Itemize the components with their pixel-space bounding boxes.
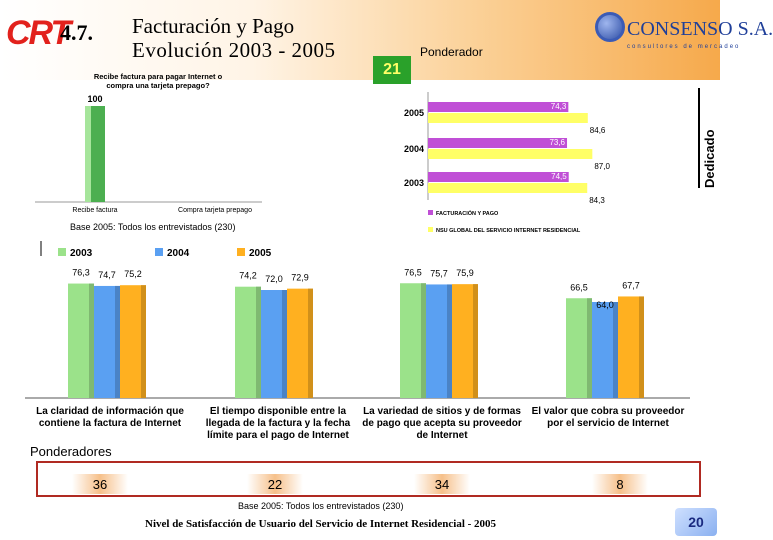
- chart1-tick-label: Recibe factura: [72, 207, 118, 214]
- chart3-bar-shade: [115, 286, 120, 398]
- page-number: 20: [675, 508, 717, 536]
- chart3-legend-label: 2004: [167, 248, 190, 259]
- ponderador-label: Ponderador: [420, 45, 483, 59]
- chart2-value-label: 74,3: [550, 102, 567, 111]
- chart2-value-label: 84,6: [589, 126, 606, 135]
- category-label-1: La claridad de información que contiene la factura de Internet: [36, 406, 184, 429]
- chart1-title: compra una tarjeta prepago?: [106, 81, 210, 90]
- chart3-legend-label: 2005: [249, 248, 272, 259]
- chart3-bar-shade: [256, 287, 261, 398]
- ponderadores-title: Ponderadores: [30, 444, 112, 459]
- page-subtitle: Evolución 2003 - 2005: [132, 38, 336, 62]
- ponderador-badge: 21: [373, 56, 411, 84]
- chart3-value-label: 76,5: [404, 267, 422, 278]
- chart3-value-label: 67,7: [622, 280, 640, 291]
- chart3-legend-swatch: [58, 248, 66, 256]
- chart3-value-label: 75,9: [456, 268, 474, 279]
- chart3-value-label: 72,0: [265, 274, 283, 284]
- section-number: 4.7.: [60, 20, 93, 45]
- chart3-bar-shade: [282, 290, 287, 398]
- chart3-legend-label: 2003: [70, 248, 93, 259]
- chart3-bar-shade: [141, 285, 146, 398]
- base-note-top: Base 2005: Todos los entrevistados (230): [70, 222, 236, 232]
- chart3-bar-shade: [447, 284, 452, 398]
- chart2-value-label: 87,0: [594, 162, 610, 171]
- chart3-value-label: 72,9: [291, 272, 309, 283]
- chart3-value-label: 75,7: [430, 268, 448, 279]
- ponderador-value-4: 8: [592, 474, 648, 494]
- footer-text: Nivel de Satisfacción de Usuario del Servicio de Internet Residencial - 2005: [145, 518, 497, 530]
- chart3-value-label: 66,5: [570, 282, 588, 293]
- chart2-value-label: 73,6: [549, 138, 566, 147]
- chart3-value-label: 76,3: [72, 267, 90, 278]
- chart1-title: Recibe factura para pagar Internet o: [93, 72, 223, 81]
- chart3-bar-shade: [639, 296, 644, 398]
- base-note-bottom: Base 2005: Todos los entrevistados (230): [238, 501, 404, 511]
- chart3-bar-shade: [308, 289, 313, 398]
- chart3-value-label: 75,2: [124, 269, 142, 280]
- chart3-bar-shade: [587, 298, 592, 398]
- page-title: Facturación y Pago: [132, 14, 295, 38]
- chart3-legend-swatch: [155, 248, 163, 256]
- consenso-name: CONSENSO S.A.: [627, 18, 773, 40]
- category-label-4: El valor que cobra su proveedor por el servicio de Internet: [531, 406, 685, 429]
- chart3-value-label: 74,2: [239, 270, 257, 281]
- ponderador-value-3: 34: [414, 474, 470, 494]
- chart3-value-label: 74,7: [98, 269, 116, 280]
- chart2-category-label: 2003: [403, 178, 424, 188]
- chart2-legend-label: FACTURACIÓN Y PAGO: [436, 211, 499, 217]
- chart1-tick-label: Compra tarjeta prepago: [178, 207, 252, 214]
- consenso-tagline: consultores de mercadeo: [627, 44, 741, 50]
- category-label-2: El tiempo disponible entre la llegada de la factura y la fecha límite para el pago de Internet: [205, 406, 351, 441]
- side-label: Dedicado: [702, 129, 717, 188]
- chart3-legend-swatch: [237, 248, 245, 256]
- chart2-category-label: 2005: [403, 108, 424, 118]
- chart3-bar-shade: [613, 302, 618, 398]
- chart2-legend-label: NSU GLOBAL DEL SERVICIO INTERNET RESIDENCIAL: [436, 228, 581, 234]
- chart2-category-label: 2004: [403, 144, 424, 154]
- chart1-value-label: 100: [87, 94, 103, 104]
- chart3-bar-shade: [473, 284, 478, 398]
- crt-logo: CRT: [6, 14, 70, 52]
- chart3-value-label: 64,0: [596, 300, 614, 310]
- chart2-value-label: 84,3: [589, 196, 605, 205]
- chart3-bar-shade: [421, 283, 426, 398]
- ponderador-value-2: 22: [247, 474, 303, 494]
- category-label-3: La variedad de sitios y de formas de pago que acepta su proveedor de Internet: [362, 406, 522, 441]
- chart3-bar-shade: [89, 284, 94, 398]
- ponderador-value-1: 36: [72, 474, 128, 494]
- chart2-value-label: 74,5: [551, 172, 567, 181]
